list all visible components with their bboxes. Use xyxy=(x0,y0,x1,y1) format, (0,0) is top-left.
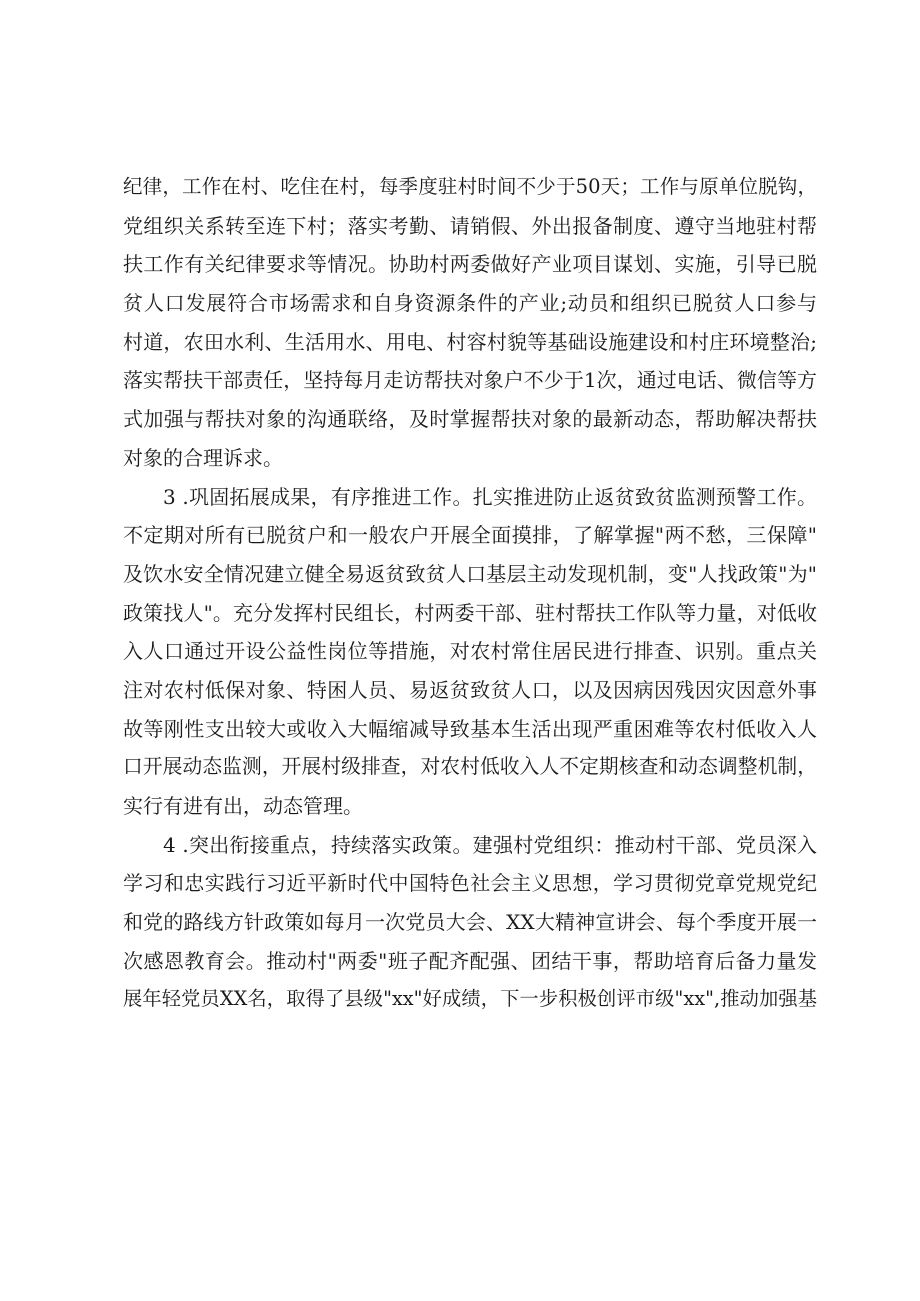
text-line: 村道，农田水利、生活用水、用电、村容村貌等基础设施建设和村庄环境整治; xyxy=(123,329,817,354)
text-line: 及饮水安全情况建立健全易返贫致贫人口基层主动发现机制，变"人找政策"为" xyxy=(123,561,817,586)
text-line: 3 .巩固拓展成果，有序推进工作。扎实推进防止返贫致贫监测预警工作。 xyxy=(163,484,817,509)
text-line: 学习和忠实践行习近平新时代中国特色社会主义思想，学习贯彻党章党规党纪 xyxy=(123,871,817,896)
text-line: 口开展动态监测，开展村级排查，对农村低收入人不定期核查和动态调整机制， xyxy=(123,755,817,779)
text-line: 扶工作有关纪律要求等情况。协助村两委做好产业项目谋划、实施，引导已脱 xyxy=(123,252,817,277)
text-line: 纪律，工作在村、吃住在村，每季度驻村时间不少于50天；工作与原单位脱钩， xyxy=(123,175,817,198)
document-body xyxy=(123,168,817,1019)
text-line: 展年轻党员XX名，取得了县级"xx"好成绩，下一步积极创评市级"xx",推动加强基 xyxy=(123,987,817,1011)
paragraph-2 xyxy=(123,478,817,826)
text-line: 注对农村低保对象、特困人员、易返贫致贫人口，以及因病因残因灾因意外事 xyxy=(123,677,817,702)
paragraph-1 xyxy=(123,168,817,478)
text-line: 式加强与帮扶对象的沟通联络，及时掌握帮扶对象的最新动态，帮助解决帮扶 xyxy=(123,407,817,432)
text-line: 政策找人"。充分发挥村民组长，村两委干部、驻村帮扶工作队等力量，对低收 xyxy=(123,600,817,625)
text-line: 4 .突出衔接重点，持续落实政策。建强村党组织：推动村干部、党员深入 xyxy=(163,832,817,857)
text-line: 入人口通过开设公益性岗位等措施，对农村常住居民进行排查、识别。重点关 xyxy=(123,639,817,664)
text-line: 对象的合理诉求。 xyxy=(123,445,283,470)
text-line: 次感恩教育会。推动村"两委"班子配齐配强、团结干事，帮助培育后备力量发 xyxy=(123,948,817,973)
text-line: 实行有进有出，动态管理。 xyxy=(123,794,363,818)
text-line: 贫人口发展符合市场需求和自身资源条件的产业;动员和组织已脱贫人口参与 xyxy=(123,291,817,316)
text-line: 和党的路线方针政策如每月一次党员大会、XX大精神宣讲会、每个季度开展一 xyxy=(123,910,817,935)
text-line: 党组织关系转至连下村；落实考勤、请销假、外出报备制度、遵守当地驻村帮 xyxy=(123,213,817,238)
paragraph-3 xyxy=(123,826,817,1019)
text-line: 落实帮扶干部责任，坚持每月走访帮扶对象户不少于1次，通过电话、微信等方 xyxy=(123,368,817,393)
text-line: 故等刚性支出较大或收入大幅缩减导致基本生活出现严重困难等农村低收入人 xyxy=(123,716,817,741)
text-line: 不定期对所有已脱贫户和一般农户开展全面摸排，了解掌握"两不愁，三保障" xyxy=(123,523,817,548)
